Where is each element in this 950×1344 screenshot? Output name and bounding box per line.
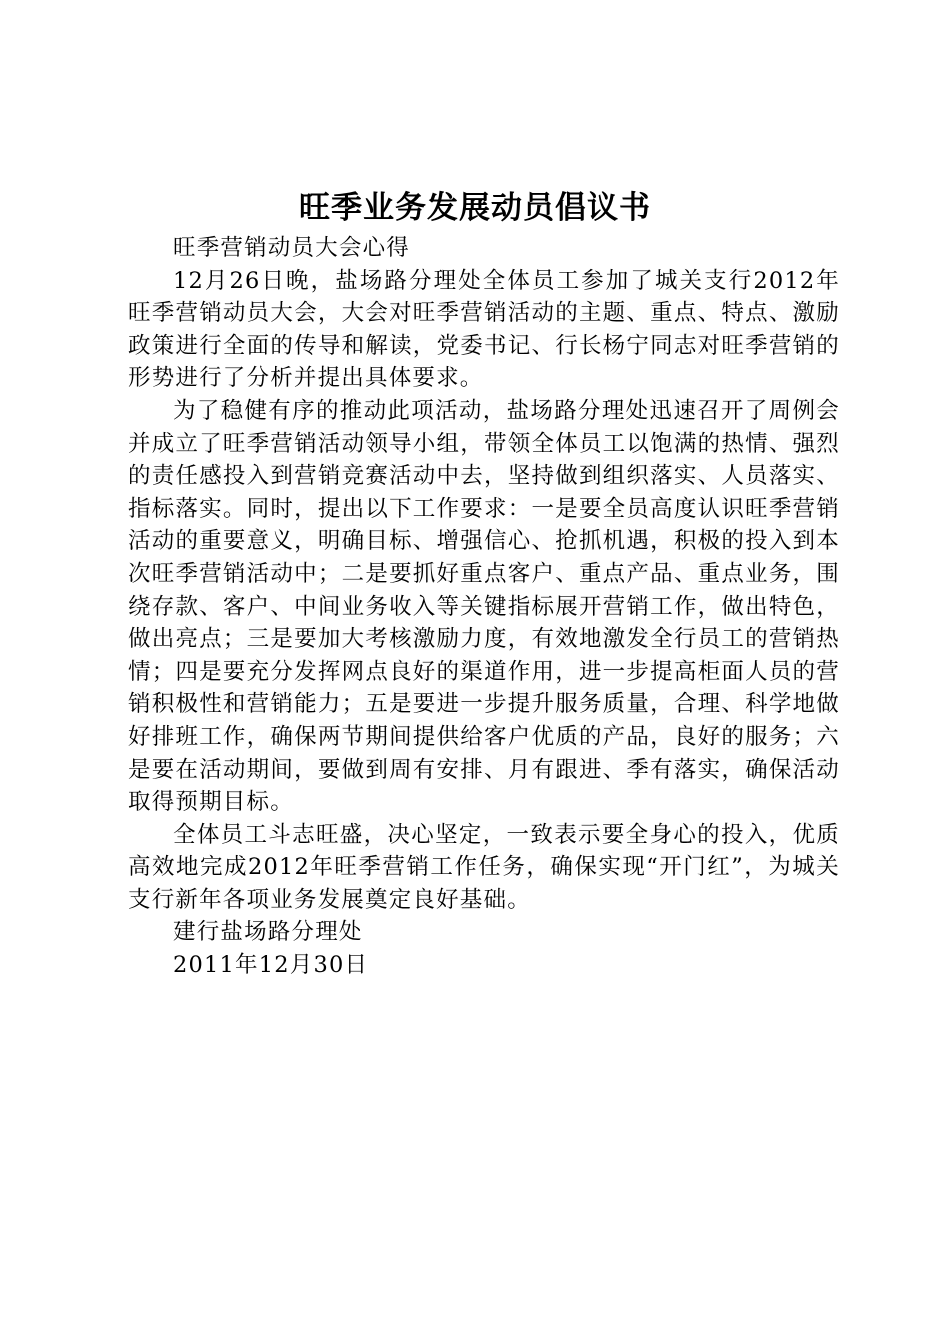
paragraph-meeting: 12月26日晚，盐场路分理处全体员工参加了城关支行2012年旺季营销动员大会，大会对旺季营销活动的主题、重点、特点、激励政策进行全面的传导和解读，党委书记、行长杨宁同志对旺季营销的形势进行了分析并提出具体要求。 — [128, 267, 840, 392]
signature-line: 建行盐场路分理处 — [173, 919, 363, 946]
paragraph-requirements: 为了稳健有序的推动此项活动，盐场路分理处迅速召开了周例会并成立了旺季营销活动领导小组，带领全体员工以饱满的热情、强烈的责任感投入到营销竞赛活动中去，坚持做到组织落实、人员落实、指标落实。同时，提出以下工作要求：一是要全员高度认识旺季营销活动的重要意义，明确目标、增强信心、抢抓机遇，积极的投入到本次旺季营销活动中；二是要抓好重点客户、重点产品、重点业务，围绕存款、客户、中间业务收入等关键指标展开营销工作，做出特色，做出亮点；三是要加大考核激励力度，有效地激发全行员工的营销热情；四是要充分发挥网点良好的渠道作用，进一步提高柜面人员的营销积极性和营销能力；五是要进一步提升服务质量，合理、科学地做好排班工作，确保两节期间提供给客户优质的产品，良好的服务；六是要在活动期间，要做到周有安排、月有跟进、季有落实，确保活动取得预期目标。 — [128, 397, 840, 816]
paragraph-commitment: 全体员工斗志旺盛，决心坚定，一致表示要全身心的投入，优质高效地完成2012年旺季营销工作任务，确保实现“开门红”，为城关支行新年各项业务发展奠定良好基础。 — [128, 821, 840, 913]
document-title: 旺季业务发展动员倡议书 — [299, 190, 651, 226]
document-subtitle: 旺季营销动员大会心得 — [173, 235, 411, 261]
document-body — [128, 232, 840, 982]
date-line: 2011年12月30日 — [173, 952, 369, 979]
